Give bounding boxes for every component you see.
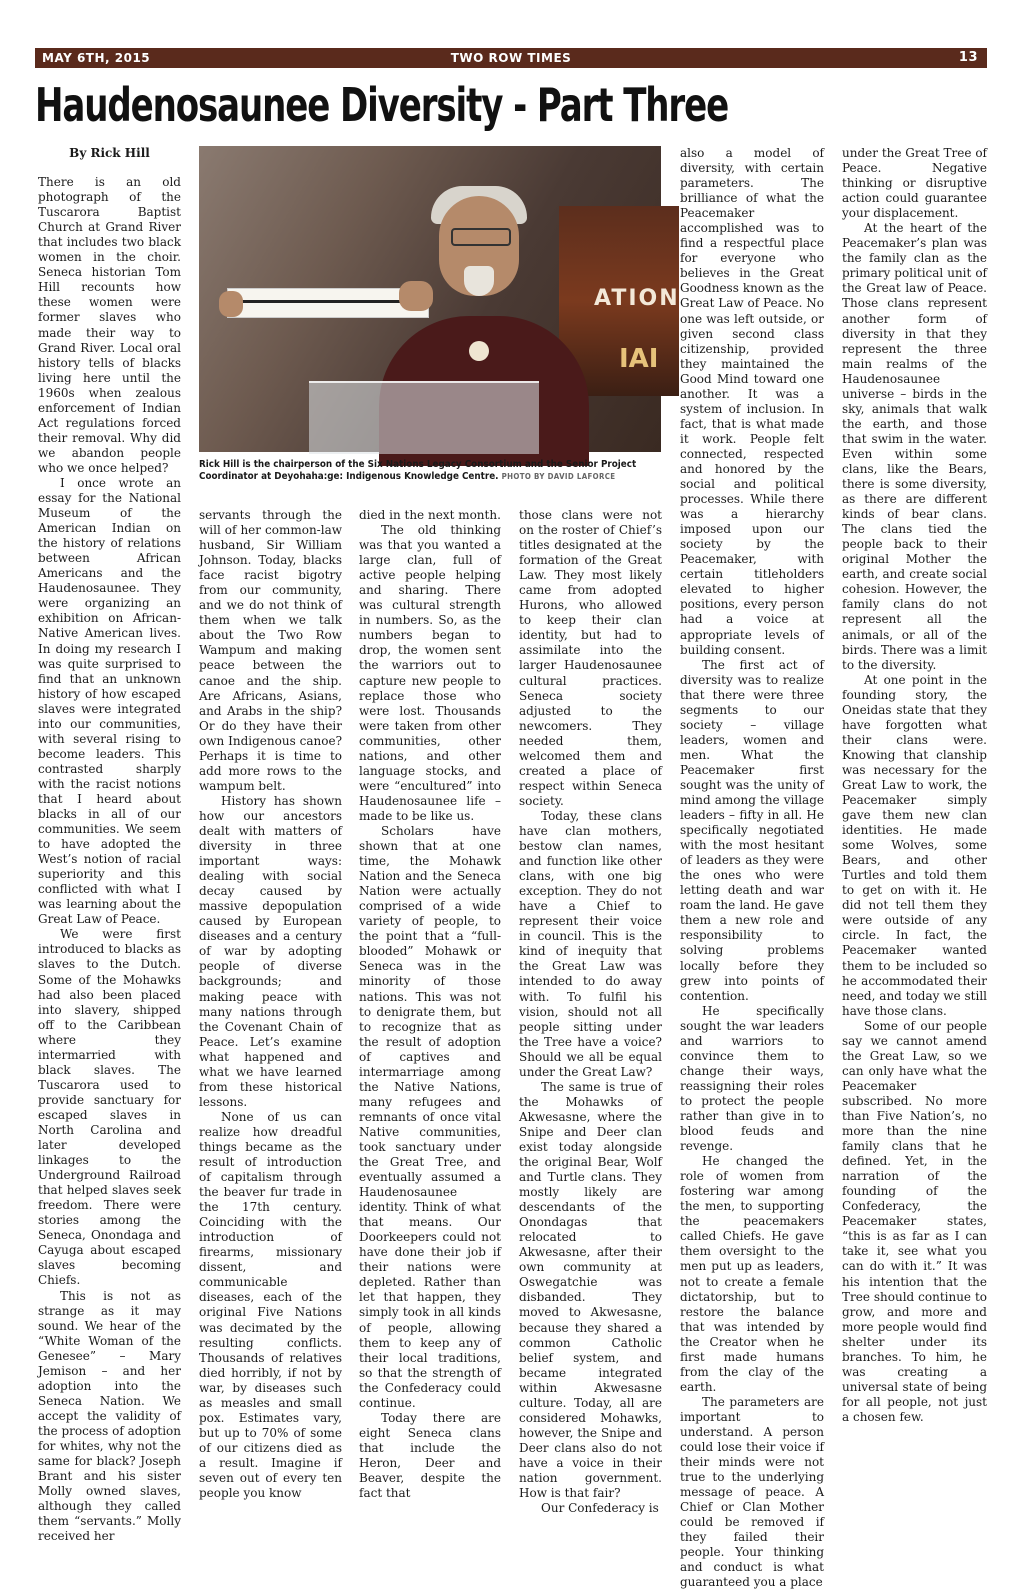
photo-caption [199, 459, 663, 483]
page-number: 13 [958, 50, 978, 65]
paragraph: At the heart of the Peacemaker’s plan was the family clan as the primary political unit of the Great law of Peace. Those clans represent another form of diversity in that they represent the three main realms of the Haudenosaunee universe – birds in the sky, animals that walk the earth, and those that swim in the water. Even within some clans, like the Bears, there is some diversity, as there are different kinds of bear clans. The clans tied the people back to their original Mother the earth, and create social cohesion. However, the family clans do not represent all the animals, or all of the birds. There was a limit to the diversity. [842, 221, 987, 672]
issue-date: MAY 6TH, 2015 [42, 51, 151, 65]
paragraph: At one point in the founding story, the Oneidas state that they have forgotten what their clans were. Knowing that clanship was necessary for the Great Law to work, the Peacemaker simply gave them new clan identities. He made some Wolves, some Bears, and other Turtles and told them to get on with it. He did not tell them they were outside of any circle. In fact, the Peacemaker wanted them to be included so he accommodated their need, and today we still have those clans. [842, 672, 987, 1018]
paragraph: The parameters are important to understand. A person could lose their voice if their minds were not true to the underlying message of peace. A Chief or Clan Mother could be removed if they failed their people. Your thinking and conduct is what guaranteed you a place [680, 1394, 824, 1590]
article-column-2 [199, 508, 342, 1501]
wampum-belt-line [239, 300, 409, 303]
caption-text: Rick Hill is the chairperson of the Six Nations Legacy Consortium and the Senior Project Coordinator at Deyohaha:ge: Indigenous Knowledge Centre. [199, 459, 637, 482]
article-photo [199, 146, 680, 452]
paragraph: None of us can realize how dreadful things became as the result of introduction of capitalism through the beaver fur trade in the 17th century. Coinciding with the introduction of firearms, missionary dissent, and communicable diseases, each of the original Five Nations was decimated by the resulting conflicts. Thousands of relatives died horribly, if not by war, by diseases such as measles and small pox. Estimates vary, but up to 70% of some of our citizens died as a result. Imagine if seven out of every ten people you know [199, 1109, 342, 1501]
paragraph: Today there are eight Seneca clans that include the Heron, Deer and Beaver, despite the fact that [359, 1410, 501, 1501]
paragraph: under the Great Tree of Peace. Negative thinking or disruptive action could guarantee your displacement. [842, 146, 987, 221]
paragraph: I once wrote an essay for the National Museum of the American Indian on the history of relations between African Americans and the Haudenosaunee. They were organizing an exhibition on African-Native American lives. In doing my research I was quite surprised to find that an unknown history of how escaped slaves were integrated into our communities, with several rising to become leaders. This contrasted sharply with the racist notions that I heard about blacks in all of our communities. We seem to have adopted the West’s notion of racial superiority and this conflicted with what I was learning about the Great Law of Peace. [38, 475, 181, 927]
article-column-4 [519, 508, 662, 1516]
photo-credit: PHOTO BY DAVID LAFORCE [501, 472, 616, 481]
masthead-bar [35, 48, 987, 68]
speaker-beard [464, 266, 494, 296]
paragraph: Scholars have shown that at one time, the Mohawk Nation and the Seneca Nation were actually comprised of a wide variety of people, to the point that a “full-blooded” Mohawk or Seneca was in the minority of those nations. This was not to denigrate them, but to recognize that as the result of adoption of captives and intermarriage among the Native Nations, many refugees and remnants of once vital Native communities, took sanctuary under the Great Tree, and eventually assumed a Haudenosaunee identity. Think of what that means. Our Doorkeepers could not have done their job if their nations were depleted. Rather than let that happen, they simply took in all kinds of people, allowing them to keep any of their local traditions, so that the strength of the Confederacy could continue. [359, 823, 501, 1410]
paragraph: servants through the will of her common-law husband, Sir William Johnson. Today, blacks face racist bigotry from our community, and we do not think of them when we talk about the Two Row Wampum and making peace between the canoe and the ship. Are Africans, Asians, and Arabs in the ship? Or do they have their own Indigenous canoe? Perhaps it is time to add more rows to the wampum belt. [199, 508, 342, 793]
glass-podium [309, 381, 539, 454]
paragraph: The first act of diversity was to realize that there were three segments to our society – village leaders, women and men. What the Peacemaker first sought was the unity of mind among the village leaders – fifty in all. He specifically negotiated with the most hesitant of leaders as they were the ones who were letting death and war roam the land. He gave them a new role and responsibility to solving problems locally before they grew into points of contention. [680, 657, 824, 1003]
newspaper-name: TWO ROW TIMES [450, 51, 572, 65]
banner-text: ATION [594, 286, 680, 311]
article-headline: Haudenosaunee Diversity - Part Three [35, 78, 729, 132]
byline: By Rick Hill [69, 146, 150, 160]
speaker-hand-left [219, 291, 243, 317]
paragraph: History has shown how our ancestors dealt with matters of diversity in three important ways: dealing with social decay caused by massive depopulation caused by European diseases and a century of war by adopting people of diverse backgrounds; and making peace with many nations through the Covenant Chain of Peace. Let’s examine what happened and what we have learned from these historical lessons. [199, 793, 342, 1109]
article-column-3 [359, 508, 501, 1501]
paragraph: The same is true of the Mohawks of Akwesasne, where the Snipe and Deer clan exist today alongside the original Bear, Wolf and Turtle clans. They mostly likely are descendants of the Onondagas that relocated to Akwesasne, after their own community at Oswegatchie was disbanded. They moved to Akwesasne, because they shared a common Catholic belief system, and became integrated within Akwesasne culture. Today, all are considered Mohawks, however, the Snipe and Deer clans also do not have a voice in their nation government. How is that fair? [519, 1079, 662, 1501]
article-column-5 [680, 146, 824, 1590]
paragraph: those clans were not on the roster of Chief’s titles designated at the formation of the Great Law. They most likely came from adopted Hurons, who allowed to keep their clan identity, but had to assimilate into the larger Haudenosaunee cultural practices. Seneca society adjusted to the newcomers. They needed them, welcomed them and created a place of respect within Seneca society. [519, 508, 662, 808]
paragraph: There is an old photograph of the Tuscarora Baptist Church at Grand River that includes two black women in the choir. Seneca historian Tom Hill recounts how these women were former slaves who made their way to Grand River. Local oral history tells of blacks living here until the 1960s when zealous enforcement of Indian Act regulations forced their removal. Why did we abandon people who we once helped? [38, 175, 181, 475]
paragraph: also a model of diversity, with certain parameters. The brilliance of what the Peacemaker accomplished was to find a respectful place for everyone who believes in the Great Goodness known as the Great Law of Peace. No one was left outside, or given second class citizenship, provided they maintained the Good Mind toward one another. It was a system of inclusion. In fact, that is what made it work. People felt connected, respected and honored by the social and political processes. While there was a hierarchy imposed upon our society by the Peacemaker, with certain titleholders elevated to higher positions, every person had a voice at appropriate levels of building consent. [680, 146, 824, 657]
paragraph: Today, these clans have clan mothers, bestow clan names, and function like other clans, with one big exception. They do not have a Chief to represent their voice in council. This is the kind of inequity that the Great Law was intended to do away with. To fulfil his vision, should not all people sitting under the Tree have a voice? Should we all be equal under the Great Law? [519, 808, 662, 1079]
glasses-icon [451, 228, 511, 246]
banner-text-secondary: IAI [619, 344, 659, 374]
paragraph: The old thinking was that you wanted a large clan, full of active people helping and sharing. There was cultural strength in numbers. So, as the numbers began to drop, the women sent the warriors out to capture new people to replace those who were lost. Thousands were taken from other communities, other nations, and other language stocks, and were “encultured” into Haudenosaunee life – made to be like us. [359, 523, 501, 823]
paragraph: died in the next month. [359, 508, 501, 522]
paragraph: We were first introduced to blacks as slaves to the Dutch. Some of the Mohawks had also been placed into slavery, shipped off to the Caribbean where they intermarried with black slaves. The Tuscarora used to provide sanctuary for escaped slaves in North Carolina and later developed linkages to the Underground Railroad that helped slaves seek freedom. There were stories among the Seneca, Onondaga and Cayuga about escaped slaves becoming Chiefs. [38, 927, 181, 1288]
paragraph: He changed the role of women from fostering war among the men, to supporting the peacemakers called Chiefs. He gave them oversight to the men put up as leaders, not to create a female dictatorship, but to restore the balance that was intended by the Creator when he first made humans from the clay of the earth. [680, 1154, 824, 1394]
pendant-icon [469, 341, 489, 361]
paragraph: Our Confederacy is [541, 1501, 659, 1516]
article-column-6 [842, 146, 987, 1424]
paragraph: Some of our people say we cannot amend the Great Law, so we can only have what the Peacemaker subscribed. No more than Five Nation’s, no more than the nine family clans that he defined. Yet, in the narration of the founding of the Confederacy, the Peacemaker states, “this is as far as I can take it, see what you can do with it.” It was his intention that the Tree should continue to grow, and more and more people would find shelter under its branches. To him, he was creating a universal state of being for all people, not just a chosen few. [842, 1018, 987, 1424]
article-column-1 [38, 146, 181, 1544]
paragraph: This is not as strange as it may sound. We hear of the “White Woman of the Genesee” – Mary Jemison – and her adoption into the Seneca Nation. We accept the validity of the process of adoption for whites, why not the same for black? Joseph Brant and his sister Molly owned slaves, although they called them “servants.” Molly received her [38, 1288, 181, 1544]
speaker-hand [399, 281, 433, 311]
paragraph: He specifically sought the war leaders and warriors to convince them to change their ways, reassigning their roles to protect the people rather than give in to blood feuds and revenge. [680, 1003, 824, 1154]
